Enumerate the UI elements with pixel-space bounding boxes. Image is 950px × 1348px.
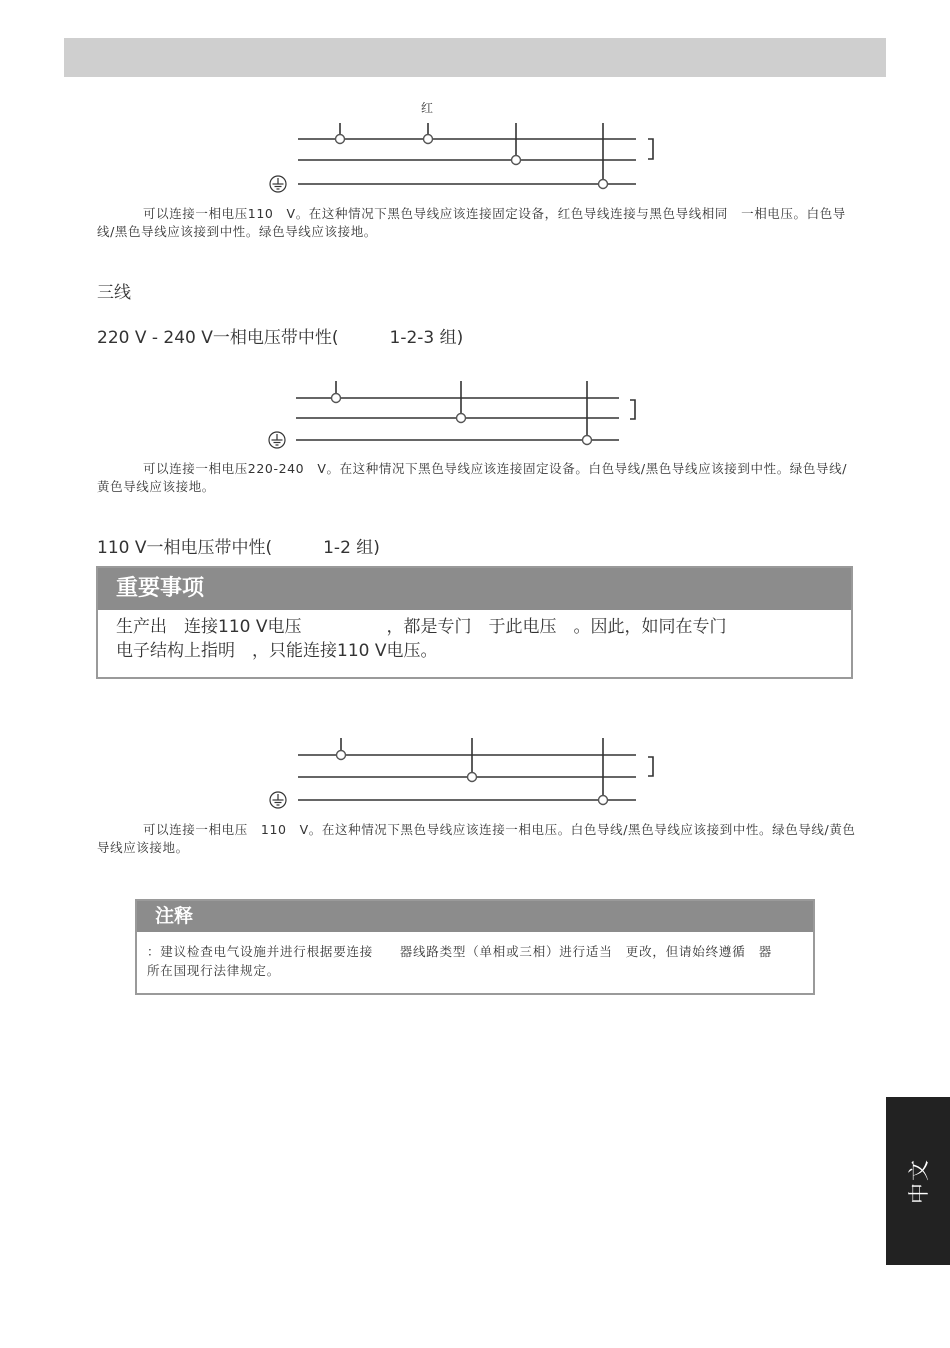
important-box (96, 566, 853, 679)
wire-label-red: 红 (421, 101, 434, 115)
important-title: 重要事项 (98, 568, 851, 610)
note-box (135, 899, 815, 995)
wiring-diagram-1 (262, 118, 662, 198)
important-line-2: 电子结构上指明 ，只能连接110 V电压。 (116, 641, 438, 661)
paragraph-110v-three-wire: 可以连接一相电压110 V。在这种情况下黑色导线应该连接固定设备，红色导线连接与黑色导线相同 一相电压。白色导线/黑色导线应该接到中性。绿色导线应该接地。 (97, 206, 846, 239)
language-tab (886, 1097, 950, 1265)
ground-icon (269, 432, 285, 448)
note-title: 注释 (137, 901, 813, 932)
ground-icon (270, 176, 286, 192)
section-three-wire: 三线 (97, 283, 131, 303)
important-line-1: 生产出 连接110 V电压 ，都是专门 于此电压 。因此，如同在专门 (116, 617, 727, 637)
wiring-diagram-2 (262, 378, 662, 450)
heading-110v: 110 V一相电压带中性( 1-2 组) (97, 538, 380, 558)
paragraph-220-240v: 可以连接一相电压220-240 V。在这种情况下黑色导线应该连接固定设备。白色导线/黑色导线应该接到中性。绿色导线/黄色导线应该接地。 (97, 461, 848, 494)
heading-220-240v: 220 V - 240 V一相电压带中性( 1-2-3 组) (97, 328, 464, 348)
note-body: ：建议检查电气设施并进行根据要连接 器线路类型（单相或三相）进行适当 更改，但请始终遵循 器 所在国现行法律规定。 (147, 944, 799, 978)
header-bar (64, 38, 886, 77)
wiring-diagram-3 (262, 736, 662, 812)
paragraph-110v-neutral: 可以连接一相电压 110 V。在这种情况下黑色导线应该连接一相电压。白色导线/黑色导线应该接到中性。绿色导线/黄色导线应该接地。 (97, 822, 856, 855)
language-tab-label: 中文 (907, 1158, 931, 1204)
ground-icon (270, 792, 286, 808)
